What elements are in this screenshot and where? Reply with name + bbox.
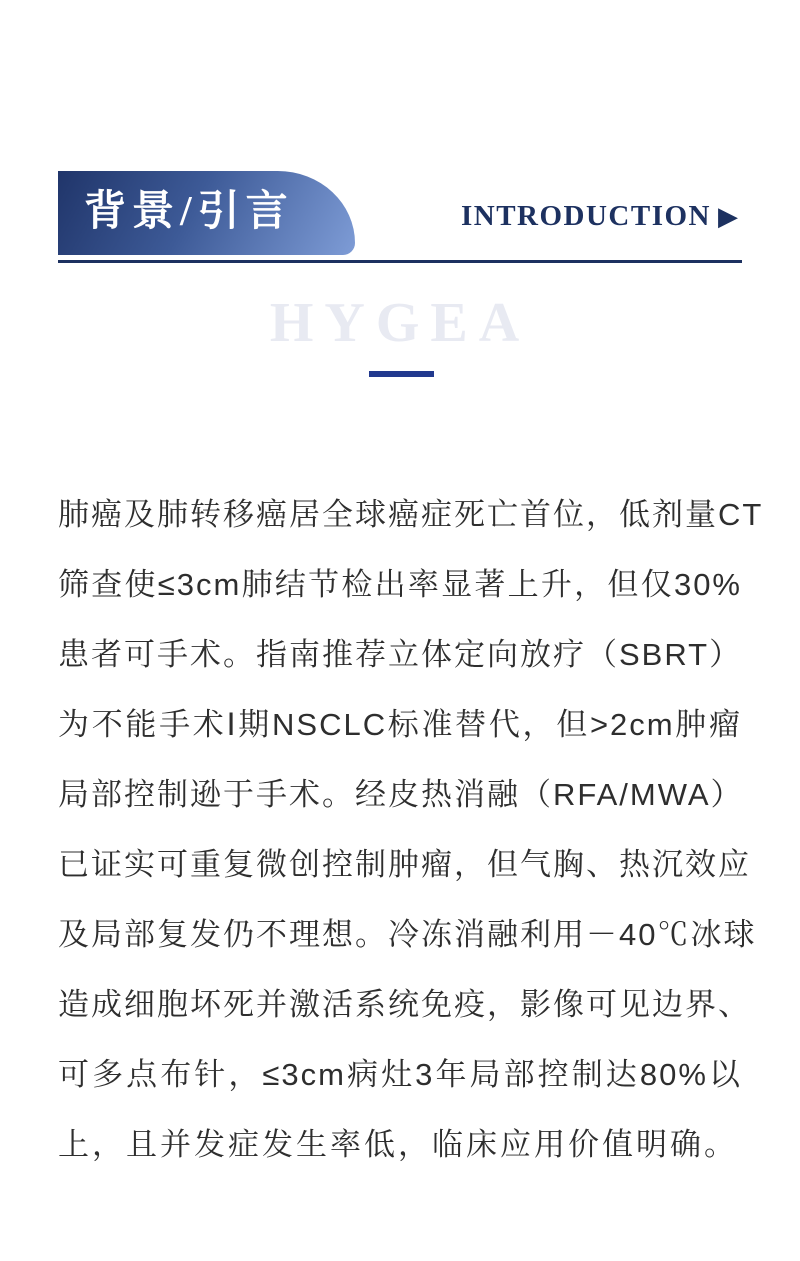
watermark-underline [369,371,434,377]
header-divider [58,260,742,263]
paragraph-line: 上，且并发症发生率低，临床应用价值明确。 [58,1127,738,1162]
section-banner [58,171,355,255]
intro-paragraph [58,480,764,1180]
paragraph-line: 为不能手术Ⅰ期NSCLC标准替代，但>2cm肿瘤 [58,707,742,742]
paragraph-line: 造成细胞坏死并激活系统免疫，影像可见边界、 [58,987,751,1022]
paragraph-line: 筛查使≤3cm肺结节检出率显著上升，但仅30% [58,567,742,602]
section-label-text: INTRODUCTION [460,200,711,232]
arrow-right-icon: ▶ [718,201,738,232]
paragraph-line: 已证实可重复微创控制肿瘤，但气胸、热沉效应 [58,847,751,882]
section-title: 背景/引言 [84,189,294,235]
paragraph-line: 局部控制逊于手术。经皮热消融（RFA/MWA） [58,777,744,812]
section-label-en [461,200,738,233]
paragraph-line: 肺癌及肺转移癌居全球癌症死亡首位，低剂量CT [58,497,764,532]
paragraph-line: 患者可手术。指南推荐立体定向放疗（SBRT） [58,637,743,672]
brand-watermark: HYGEA [269,292,531,354]
paragraph-line: 可多点布针，≤3cm病灶3年局部控制达80%以 [58,1057,742,1092]
paragraph-line: 及局部复发仍不理想。冷冻消融利用－40℃冰球 [58,917,757,952]
